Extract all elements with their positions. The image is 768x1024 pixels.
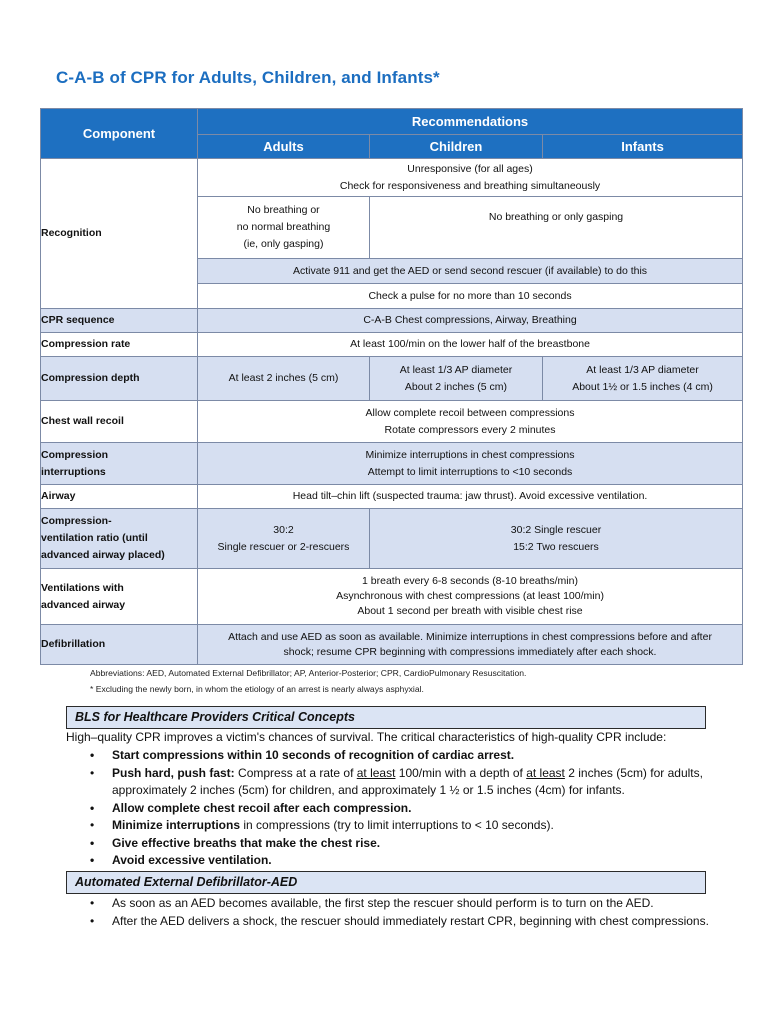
page-title: C-A-B of CPR for Adults, Children, and Infants*	[56, 68, 440, 87]
list-item: • Start compressions within 10 seconds of recognition of cardiac arrest.	[90, 748, 515, 762]
row-label-recoil: Chest wall recoil	[41, 401, 198, 443]
recoil-value: Allow complete recoil between compressions Rotate compressors every 2 minutes	[198, 401, 743, 443]
defibrillation-value: Attach and use AED as soon as available. Minimize interruptions in chest compressions before and after shock; resume CPR beginning with compressions immediately after each shock.	[198, 625, 743, 665]
row-label-depth: Compression depth	[41, 357, 198, 401]
bls-section-heading	[66, 706, 706, 729]
list-item: • Allow complete chest recoil after each compression.	[90, 800, 412, 815]
header-component: Component	[41, 109, 198, 159]
row-label-airway: Airway	[41, 485, 198, 509]
header-adults: Adults	[198, 135, 370, 159]
asterisk-note: * Excluding the newly born, in whom the etiology of an arrest is nearly always asphyxial.	[90, 684, 424, 694]
ratio-children-infants: 30:2 Single rescuer 15:2 Two rescuers	[370, 509, 743, 569]
row-label-ratio: Compression- ventilation ratio (until advanced airway placed)	[41, 509, 198, 569]
table-footnotes	[90, 665, 526, 697]
table-row	[41, 357, 743, 401]
interruptions-value: Minimize interruptions in chest compressions Attempt to limit interruptions to <10 seconds	[198, 443, 743, 485]
recognition-activate: Activate 911 and get the AED or send second rescuer (if available) to do this	[198, 259, 743, 284]
table-row	[41, 443, 743, 485]
ventilations-value: 1 breath every 6-8 seconds (8-10 breaths/min) Asynchronous with chest compressions (at least 100/min) About 1 second per breath with visible chest rise	[198, 569, 743, 625]
rate-value: At least 100/min on the lower half of the breastbone	[198, 333, 743, 357]
header-infants: Infants	[543, 135, 743, 159]
bls-heading-text: BLS for Healthcare Providers Critical Concepts	[75, 710, 355, 724]
recognition-pulse: Check a pulse for no more than 10 seconds	[198, 284, 743, 309]
table-row	[41, 485, 743, 509]
bls-intro: High–quality CPR improves a victim's chances of survival. The critical characteristics of high-quality CPR include:	[66, 730, 667, 744]
row-label-rate: Compression rate	[41, 333, 198, 357]
depth-adults: At least 2 inches (5 cm)	[198, 357, 370, 401]
table-row	[41, 509, 743, 569]
table-row	[41, 625, 743, 665]
table-row	[41, 159, 743, 197]
list-item: • Avoid excessive ventilation.	[90, 853, 272, 867]
airway-value: Head tilt–chin lift (suspected trauma: jaw thrust). Avoid excessive ventilation.	[198, 485, 743, 509]
ratio-adults: 30:2 Single rescuer or 2-rescuers	[198, 509, 370, 569]
abbreviations-note: Abbreviations: AED, Automated External Defibrillator; AP, Anterior-Posterior; CPR, CardioPulmonary Resuscitation.	[90, 668, 527, 678]
aed-bullet-list	[88, 895, 714, 930]
list-item: • As soon as an AED becomes available, the first step the rescuer should perform is to turn on the AED.	[90, 896, 654, 910]
aed-heading-text: Automated External Defibrillator-AED	[75, 875, 298, 889]
row-label-recognition: Recognition	[41, 159, 198, 309]
list-item: • Give effective breaths that make the chest rise.	[90, 835, 381, 850]
depth-infants: At least 1/3 AP diameter About 1½ or 1.5 inches (4 cm)	[543, 357, 743, 401]
list-item: • After the AED delivers a shock, the rescuer should immediately restart CPR, beginning with chest compressions.	[90, 913, 709, 928]
cpr-table	[40, 108, 743, 665]
recognition-adults: No breathing or no normal breathing (ie, only gasping)	[198, 197, 370, 259]
recognition-children-infants: No breathing or only gasping	[370, 197, 743, 259]
sequence-value: C-A-B Chest compressions, Airway, Breathing	[198, 309, 743, 333]
list-item: • Push hard, push fast: Compress at a rate of at least 100/min with a depth of at least 2 inches (5cm) for adults, approximately 2 inches (5cm) for children, and approximately 1 ½ or 1.5 inches (4cm) for infants.	[90, 765, 703, 797]
bls-bullet-list	[88, 747, 714, 870]
depth-children: At least 1/3 AP diameter About 2 inches (5 cm)	[370, 357, 543, 401]
recognition-general: Unresponsive (for all ages) Check for responsiveness and breathing simultaneously	[198, 159, 743, 197]
aed-section-heading	[66, 871, 706, 894]
table-row	[41, 333, 743, 357]
table-row	[41, 401, 743, 443]
table-row	[41, 569, 743, 625]
row-label-defibrillation: Defibrillation	[41, 625, 198, 665]
header-children: Children	[370, 135, 543, 159]
table-row	[41, 309, 743, 333]
row-label-ventilations: Ventilations with advanced airway	[41, 569, 198, 625]
header-recommendations: Recommendations	[198, 109, 743, 135]
list-item: • Minimize interruptions in compressions (try to limit interruptions to < 10 seconds).	[90, 818, 554, 832]
row-label-interruptions: Compression interruptions	[41, 443, 198, 485]
row-label-sequence: CPR sequence	[41, 309, 198, 333]
